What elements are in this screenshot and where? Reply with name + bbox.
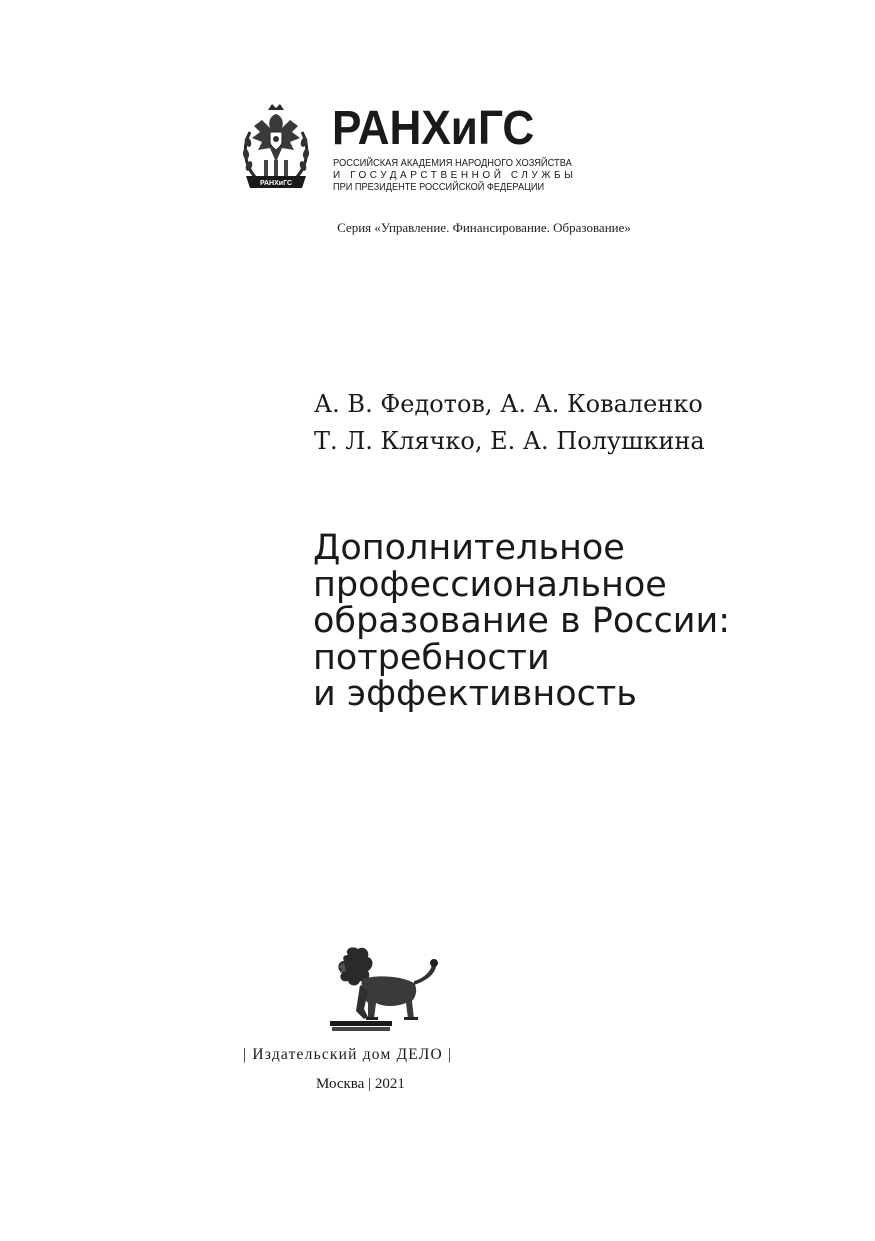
authors-line-1: А. В. Федотов, А. А. Коваленко xyxy=(314,390,703,418)
logo-title: РАНХиГС xyxy=(332,102,535,155)
lion-on-books-icon xyxy=(330,945,442,1033)
book-title-line: и эффективность xyxy=(313,674,637,714)
book-title-line: образование в России: xyxy=(313,601,731,641)
book-title xyxy=(313,530,730,713)
authors-line-2: Т. Л. Клячко, Е. А. Полушкина xyxy=(314,427,705,455)
book-title-line: потребности xyxy=(313,637,550,678)
logo-subtitle-line-3: ПРИ ПРЕЗИДЕНТЕ РОССИЙСКОЙ ФЕДЕРАЦИИ xyxy=(333,182,545,193)
logo-subtitle-line-1: РОССИЙСКАЯ АКАДЕМИЯ НАРОДНОГО ХОЗЯЙСТВА xyxy=(333,158,572,169)
series-title: Серия «Управление. Финансирование. Образование» xyxy=(337,220,631,235)
logo-subtitle-line-2: И ГОСУДАРСТВЕННОЙ СЛУЖБЫ xyxy=(333,170,577,181)
book-title-line: профессиональное xyxy=(313,564,667,605)
publisher-name: | Издательский дом ДЕЛО | xyxy=(243,1046,453,1063)
double-headed-eagle-emblem-icon xyxy=(240,102,312,194)
book-title-line: Дополнительное xyxy=(313,528,625,568)
emblem-ribbon-text: РАНХиГС xyxy=(259,180,293,187)
publisher-city-year: Москва | 2021 xyxy=(316,1076,405,1092)
